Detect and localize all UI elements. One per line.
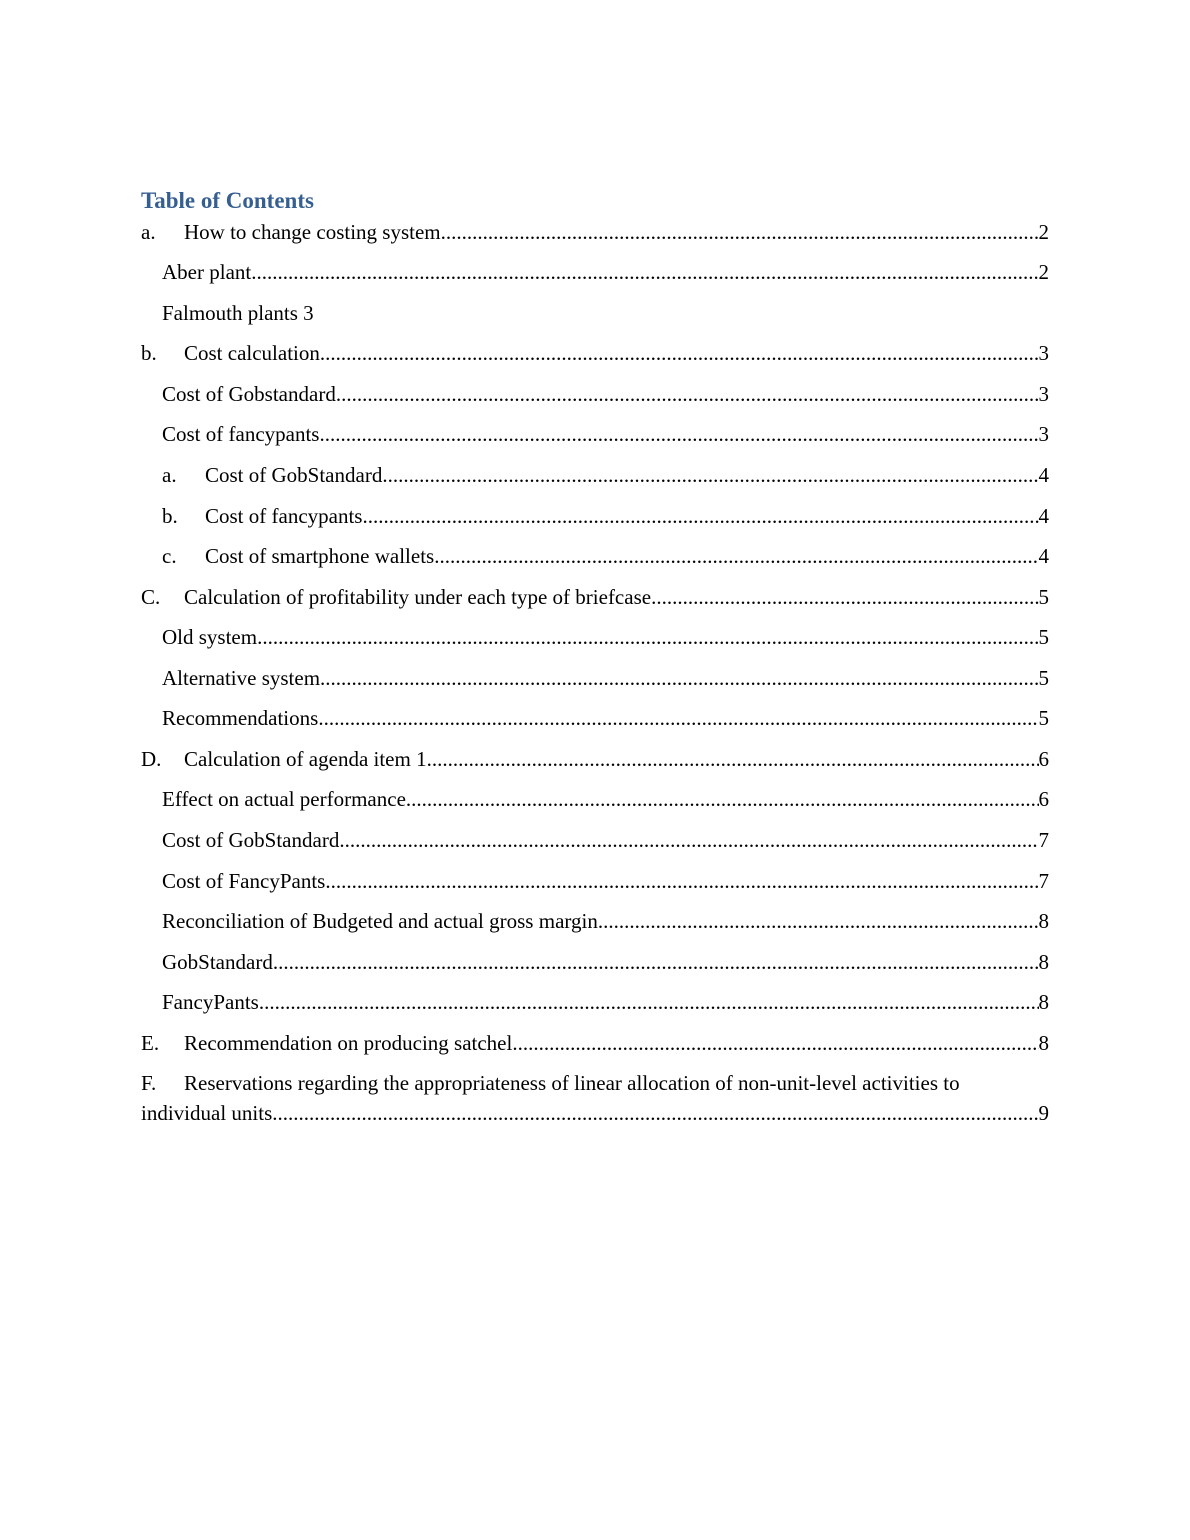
toc-entry-c-cost-of-smartphone-wallets[interactable]	[162, 540, 1049, 572]
toc-entry-line-2	[141, 1098, 1049, 1128]
toc-entry-marker: E.	[141, 1031, 160, 1055]
toc-entry-calculation-of-agenda-item-1[interactable]	[141, 743, 1049, 775]
toc-entry-text: Cost of GobStandard	[205, 463, 383, 487]
toc-entry-recommendations[interactable]	[162, 702, 1049, 734]
toc-entry-page: 8	[1038, 990, 1049, 1014]
toc-entry-old-system[interactable]	[162, 621, 1049, 653]
toc-entry-fancypants[interactable]	[162, 986, 1049, 1018]
dot-leader	[441, 216, 1039, 248]
toc-entry-page: 6	[1038, 747, 1049, 771]
toc-entry-text: GobStandard	[162, 950, 273, 974]
toc-entry-text: Recommendation on producing satchel	[184, 1031, 513, 1055]
toc-entry-marker: a.	[162, 463, 177, 487]
toc-entry-text: Cost of GobStandard	[162, 828, 340, 852]
toc-entry-how-to-change-costing-system[interactable]	[141, 216, 1049, 248]
toc-entry-text: Cost of smartphone wallets	[205, 544, 435, 568]
toc-entry-falmouth-plants[interactable]	[162, 297, 1049, 329]
toc-entry-marker: a.	[141, 220, 156, 244]
toc-entry-text: Aber plant	[162, 260, 252, 284]
toc-entry-text: How to change costing system	[184, 220, 441, 244]
toc-entry-page: 7	[1038, 828, 1049, 852]
dot-leader	[318, 702, 1038, 734]
toc-entry-text: Effect on actual performance	[162, 787, 406, 811]
toc-entry-reconciliation[interactable]	[162, 905, 1049, 937]
toc-entry-text-continued: individual units	[141, 1101, 273, 1125]
toc-entry-aber-plant[interactable]	[162, 256, 1049, 288]
toc-entry-page: 8	[1038, 950, 1049, 974]
dot-leader	[427, 743, 1039, 775]
dot-leader	[434, 540, 1038, 572]
toc-entry-gobstandard[interactable]	[162, 946, 1049, 978]
toc-entry-text: Reservations regarding the appropriateness of linear allocation of non-unit-level activities to	[184, 1071, 960, 1095]
toc-entry-cost-calculation[interactable]	[141, 337, 1049, 369]
toc-entry-text: Cost of fancypants	[205, 504, 363, 528]
toc-entry-alternative-system[interactable]	[162, 662, 1049, 694]
toc-entry-effect-on-actual-performance[interactable]	[162, 783, 1049, 815]
toc-entry-a-cost-of-gobstandard[interactable]	[162, 459, 1049, 491]
toc-entry-text: Recommendations	[162, 706, 319, 730]
toc-entry-text: Cost of Gobstandard	[162, 382, 336, 406]
dot-leader	[512, 1027, 1038, 1059]
toc-entry-page: 8	[1038, 1031, 1049, 1055]
toc-entry-marker: F.	[141, 1071, 157, 1095]
toc-entry-page: 4	[1038, 504, 1049, 528]
toc-entry-page: 5	[1038, 625, 1049, 649]
table-of-contents	[141, 186, 1049, 1125]
toc-entry-marker: D.	[141, 747, 162, 771]
toc-entry-page: 6	[1038, 787, 1049, 811]
toc-entry-page: 3	[1038, 382, 1049, 406]
toc-entry-cost-of-gobstandard-2[interactable]	[162, 824, 1049, 856]
dot-leader	[319, 418, 1038, 450]
toc-title: Table of Contents	[141, 188, 314, 213]
toc-entry-page: 4	[1038, 463, 1049, 487]
toc-entry-text: Cost of fancypants	[162, 422, 320, 446]
dot-leader	[325, 865, 1038, 897]
toc-entry-page: 3	[1038, 422, 1049, 446]
toc-entry-page: 8	[1038, 909, 1049, 933]
dot-leader	[651, 581, 1038, 613]
toc-entry-page: 9	[1038, 1101, 1049, 1125]
toc-entry-text: Reconciliation of Budgeted and actual gross margin	[162, 909, 598, 933]
dot-leader	[320, 337, 1039, 369]
toc-entry-marker: C.	[141, 585, 161, 609]
toc-entry-text: Old system	[162, 625, 258, 649]
toc-entry-page: 2	[1038, 260, 1049, 284]
dot-leader	[272, 1098, 1038, 1128]
toc-entry-page: 2	[1038, 220, 1049, 244]
dot-leader	[598, 905, 1039, 937]
toc-entry-marker: c.	[162, 544, 177, 568]
toc-entry-marker: b.	[141, 341, 157, 365]
toc-entry-text: FancyPants	[162, 990, 259, 1014]
dot-leader	[382, 459, 1038, 491]
dot-leader	[339, 824, 1038, 856]
dot-leader	[251, 256, 1038, 288]
toc-entry-b-cost-of-fancypants[interactable]	[162, 500, 1049, 532]
toc-entry-reservations[interactable]	[141, 1068, 1049, 1130]
toc-entry-text: Calculation of agenda item 1	[184, 747, 427, 771]
toc-entry-page: 3	[1038, 341, 1049, 365]
dot-leader	[320, 662, 1038, 694]
toc-entry-text: Cost of FancyPants	[162, 869, 326, 893]
toc-entry-line-1	[141, 1068, 1049, 1098]
dot-leader	[362, 500, 1038, 532]
toc-entry-page: 5	[1038, 666, 1049, 690]
toc-entry-cost-of-gobstandard[interactable]	[162, 378, 1049, 410]
toc-entry-text: Calculation of profitability under each type of briefcase	[184, 585, 652, 609]
toc-entry-recommendation-satchel[interactable]	[141, 1027, 1049, 1059]
toc-entry-text: Cost calculation	[184, 341, 320, 365]
dot-leader	[257, 621, 1038, 653]
toc-entry-cost-of-fancypants-2[interactable]	[162, 865, 1049, 897]
toc-entry-page: 4	[1038, 544, 1049, 568]
toc-entry-text: Alternative system	[162, 666, 321, 690]
dot-leader	[406, 783, 1039, 815]
dot-leader	[336, 378, 1039, 410]
toc-entry-cost-of-fancypants[interactable]	[162, 418, 1049, 450]
toc-entry-page: 5	[1038, 585, 1049, 609]
toc-entry-marker: b.	[162, 504, 178, 528]
toc-entry-page: 7	[1038, 869, 1049, 893]
dot-leader	[273, 946, 1039, 978]
dot-leader	[259, 986, 1039, 1018]
toc-entry-calculation-of-profitability[interactable]	[141, 581, 1049, 613]
toc-entry-text: Falmouth plants 3	[162, 301, 314, 325]
toc-entry-page: 5	[1038, 706, 1049, 730]
